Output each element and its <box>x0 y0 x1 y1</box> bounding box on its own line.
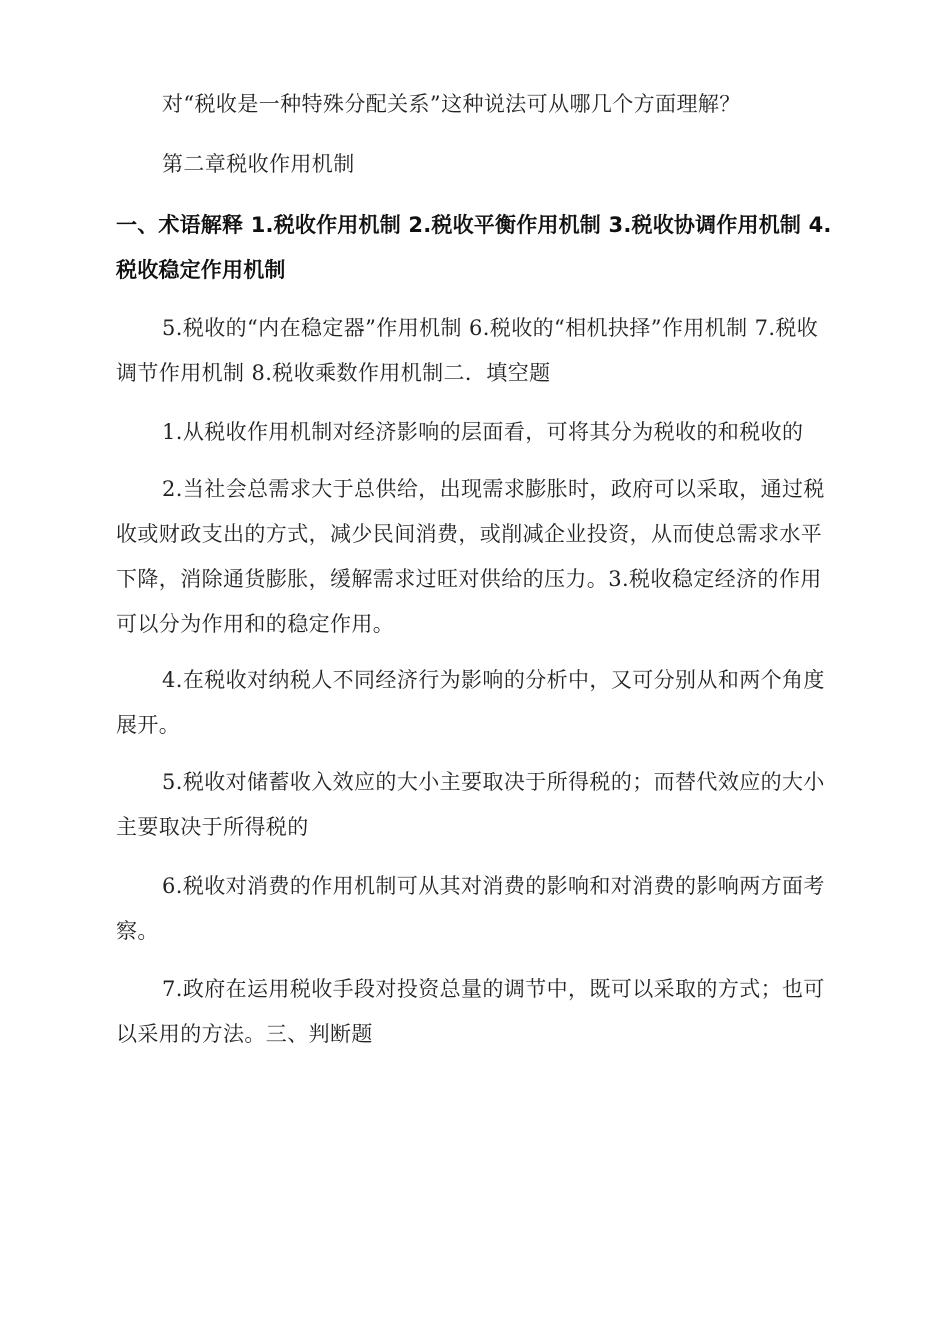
terms-heading: 一、术语解释 1.税收作用机制 2.税收平衡作用机制 3.税收协调作用机制 4.税收稳定作用机制 <box>116 213 832 282</box>
fill-blank-item-4: 4.在税收对纳税人不同经济行为影响的分析中，又可分别从和两个角度展开。 <box>116 668 825 737</box>
chapter-title: 第二章税收作用机制 <box>162 152 355 176</box>
fill-blank-item-6: 6.税收对消费的作用机制可从其对消费的影响和对消费的影响两方面考察。 <box>116 874 825 943</box>
fill-blank-item-2-3: 2.当社会总需求大于总供给，出现需求膨胀时，政府可以采取，通过税收或财政支出的方式，减少民间消费，或削减企业投资，从而使总需求水平下降，消除通货膨胀，缓解需求过旺对供给的压力。3.税收稳定经济的作用可以分为作用和的稳定作用。 <box>116 477 825 636</box>
fill-blank-item-5: 5.税收对储蓄收入效应的大小主要取决于所得税的；而替代效应的大小主要取决于所得税的 <box>116 770 825 839</box>
review-question: 对“税收是一种特殊分配关系”这种说法可从哪几个方面理解？ <box>162 92 741 116</box>
terms-continued-paragraph: 5.税收的“内在稳定器”作用机制 6.税收的“相机抉择”作用机制 7.税收调节作用机制 8.税收乘数作用机制二．填空题 <box>116 316 819 385</box>
fill-blank-item-1: 1.从税收作用机制对经济影响的层面看，可将其分为税收的和税收的 <box>162 420 804 444</box>
fill-blank-item-7: 7.政府在运用税收手段对投资总量的调节中，既可以采取的方式；也可以采用的方法。三、判断题 <box>116 977 825 1046</box>
